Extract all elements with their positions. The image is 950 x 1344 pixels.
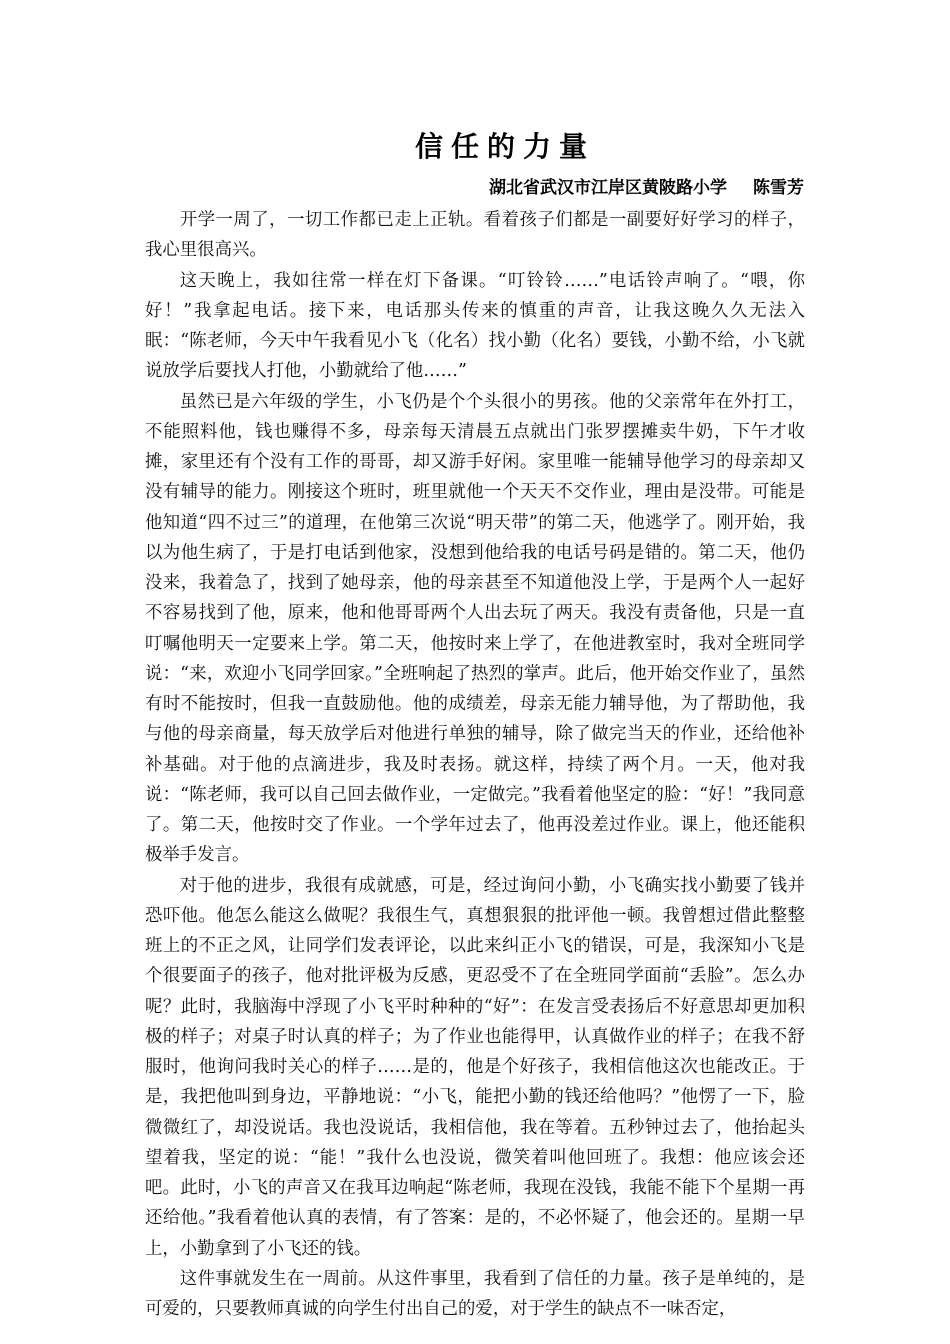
paragraph: 开学一周了，一切工作都已走上正轨。看着孩子们都是一副要好好学习的样子，我心里很高兴。	[145, 210, 805, 261]
author-byline	[489, 176, 804, 200]
article-body	[145, 205, 805, 1324]
paragraph: 这件事就发生在一周前。从这件事里，我看到了信任的力量。孩子是单纯的，是可爱的，只要教师真诚的向学生付出自己的爱，对于学生的缺点不一味否定，	[145, 1268, 805, 1319]
article-title: 信任的力量	[414, 130, 595, 163]
paragraph: 对于他的进步，我很有成就感，可是，经过询问小勤，小飞确实找小勤要了钱并恐吓他。他怎么能这么做呢？我很生气，真想狠狠的批评他一顿。我曾想过借此整整班上的不正之风，让同学们发表评论，以此来纠正小飞的错误，可是，我深知小飞是个很要面子的孩子，他对批评极为反感，更忍受不了在全班同学面前“丢脸”。怎么办呢？此时，我脑海中浮现了小飞平时种种的“好”：在发言受表扬后不好意思却更加积极的样子；对桌子时认真的样子；为了作业也能得甲，认真做作业的样子；在我不舒服时，他询问我时关心的样子……是的，他是个好孩子，我相信他这次也能改正。于是，我把他叫到身边，平静地说：“小飞，能把小勤的钱还给他吗？”他愣了一下，脸微微红了，却没说话。我也没说话，我相信他，我在等着。五秒钟过去了，他抬起头望着我，坚定的说：“能！”我什么也没说，微笑着叫他回班了。我想：他应该会还吧。此时，小飞的声音又在我耳边响起“陈老师，我现在没钱，我能不能下个星期一再还给他。”我看着他认真的表情，有了答案：是的，不必怀疑了，他会还的。星期一早上，小勤拿到了小飞还的钱。	[145, 875, 805, 1259]
author-school: 湖北省武汉市江岸区黄陂路小学	[489, 178, 727, 198]
paragraph: 这天晚上，我如往常一样在灯下备课。“叮铃铃……”电话铃声响了。“喂，你好！”我拿起电话。接下来，电话那头传来的慎重的声音，让我这晚久久无法入眠：“陈老师，今天中午我看见小飞（化名）找小勤（化名）要钱，小勤不给，小飞就说放学后要找人打他，小勤就给了他……”	[145, 270, 805, 382]
paragraph: 虽然已是六年级的学生，小飞仍是个个头很小的男孩。他的父亲常年在外打工，不能照料他，钱也赚得不多，母亲每天清晨五点就出门张罗摆摊卖牛奶，下午才收摊，家里还有个没有工作的哥哥，却又游手好闲。家里唯一能辅导他学习的母亲却又没有辅导的能力。刚接这个班时，班里就他一个天天不交作业，理由是没带。可能是他知道“四不过三”的道理，在他第三次说“明天带”的第二天，他逃学了。刚开始，我以为他生病了，于是打电话到他家，没想到他给我的电话号码是错的。第二天，他仍没来，我着急了，找到了她母亲，他的母亲甚至不知道他没上学，于是两个人一起好不容易找到了他，原来，他和他哥哥两个人出去玩了两天。我没有责备他，只是一直叮嘱他明天一定要来上学。第二天，他按时来上学了，在他进教室时，我对全班同学说：“来，欢迎小飞同学回家。”全班响起了热烈的掌声。此后，他开始交作业了，虽然有时不能按时，但我一直鼓励他。他的成绩差，母亲无能力辅导他，为了帮助他，我与他的母亲商量，每天放学后对他进行单独的辅导，除了做完当天的作业，还给他补补基础。对于他的点滴进步，我及时表扬。就这样，持续了两个月。一天，他对我说：“陈老师，我可以自己回去做作业，一定做完。”我看着他坚定的脸：“好！”我同意了。第二天，他按时交了作业。一个学年过去了，他再没差过作业。课上，他还能积极举手发言。	[145, 391, 805, 866]
author-name: 陈雪芳	[753, 178, 804, 198]
